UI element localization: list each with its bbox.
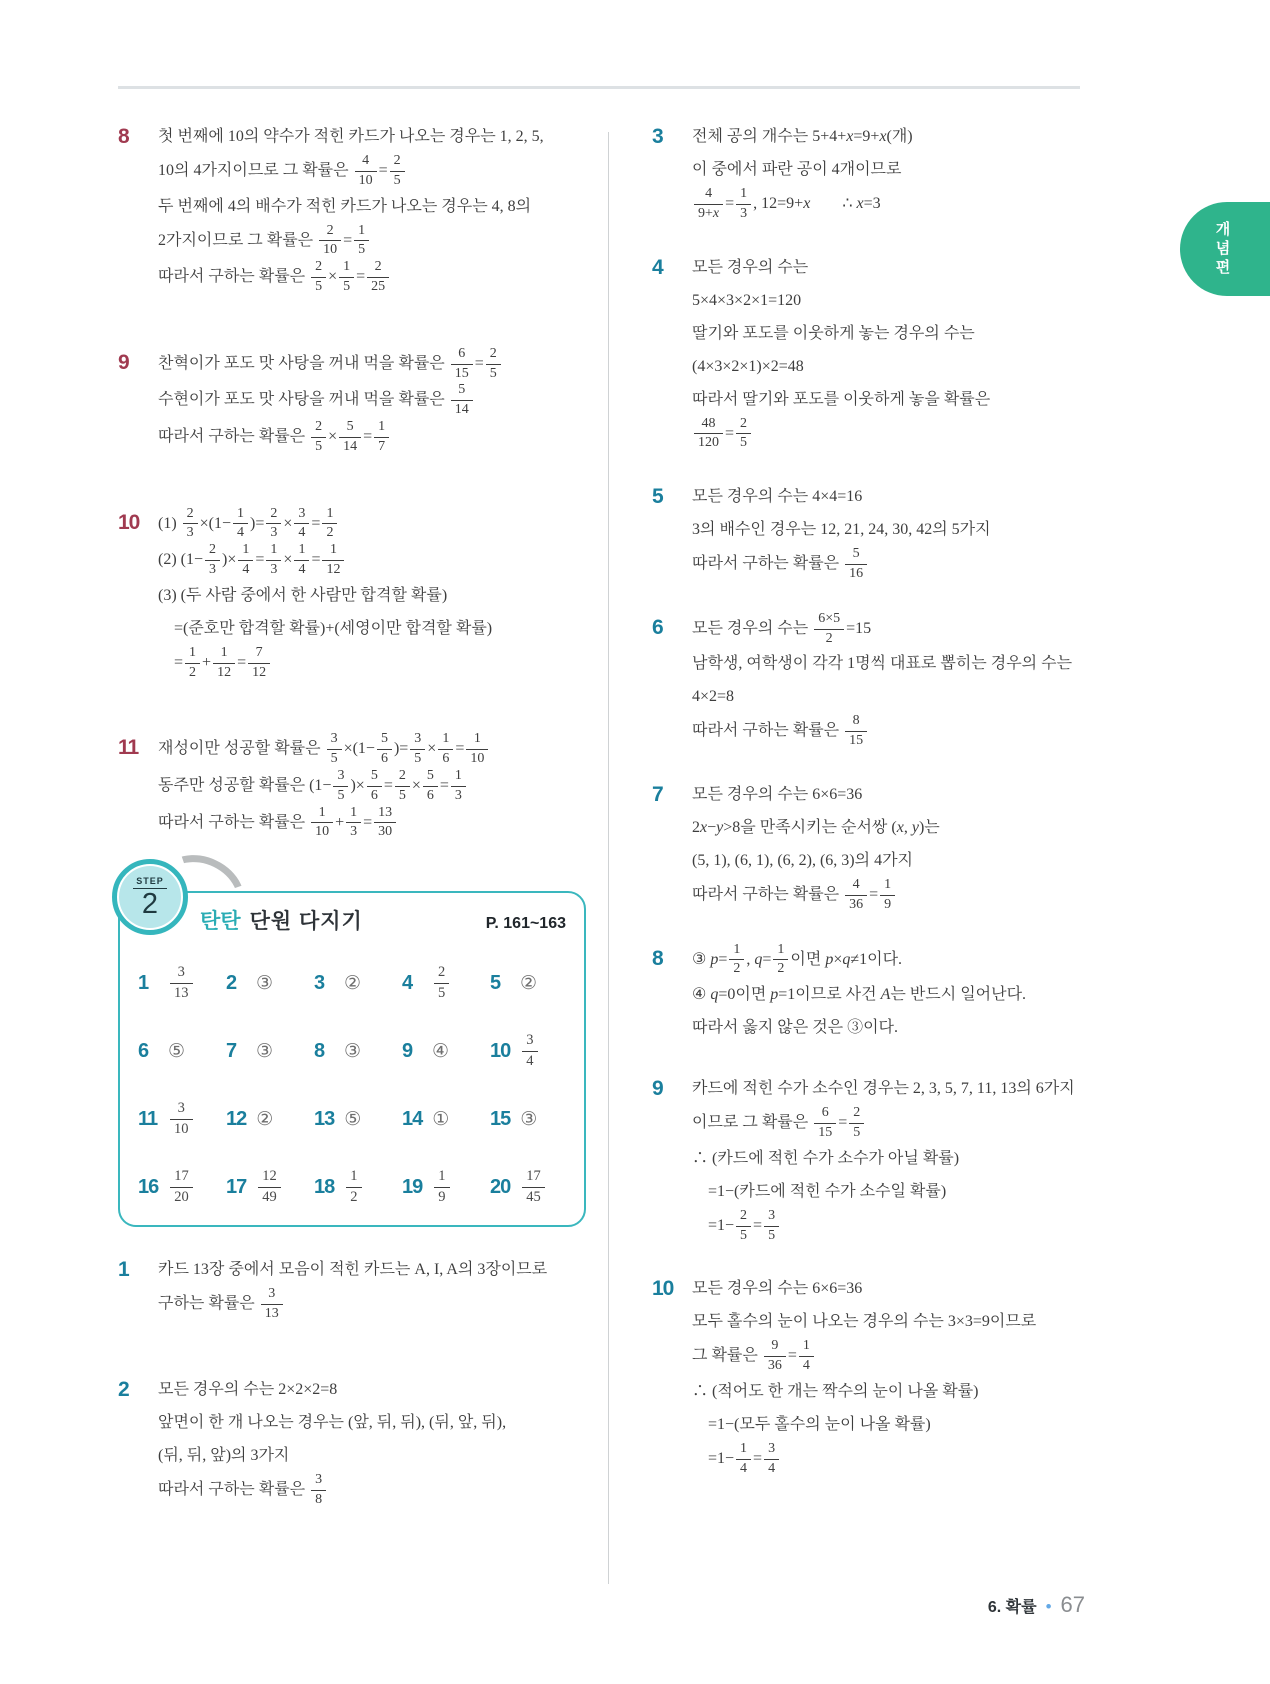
side-tab-concept-edition: 개념편 — [1180, 202, 1270, 296]
fraction: $\frac{1}{4}$ — [238, 542, 253, 579]
solution-line: (3) (두 사람 중에서 한 사람만 합격할 확률) — [158, 586, 448, 604]
fraction: $\frac{5}{14}$ — [339, 419, 361, 456]
answer-value: ④ — [432, 1040, 450, 1062]
fraction: $\frac{1}{9}$ — [880, 877, 895, 914]
solution-line: 전체 공의 개수는 5+4+x=9+x(개) — [692, 128, 913, 145]
solution-line: 따라서 구하는 확률은 $\frac{3}{8}$ — [158, 1472, 586, 1509]
problem-8 — [652, 942, 1124, 1045]
answer-cell-2 — [226, 949, 314, 1017]
problem-solution — [692, 251, 1124, 453]
problem-9 — [652, 1072, 1124, 1244]
fraction: $\frac{2}{5}$ — [486, 346, 501, 383]
solution-line: (뒤, 뒤, 앞)의 3가지 — [158, 1446, 290, 1464]
solution-line: 그 확률은 $\frac{9}{36}$ = $\frac{1}{4}$ — [692, 1338, 1124, 1375]
problem-8 — [118, 120, 586, 296]
answer-value: ② — [256, 1108, 274, 1130]
fraction: $\frac{1}{10}$ — [466, 731, 488, 768]
solution-line: 두 번째에 4의 배수가 적힌 카드가 나오는 경우는 4, 8의 — [158, 197, 532, 215]
answer-value: ③ — [256, 972, 274, 994]
answer-number: 11 — [138, 1107, 158, 1130]
answer-number: 8 — [314, 1039, 325, 1062]
answer-cell-18 — [314, 1153, 402, 1221]
solution-line: 2가지이므로 그 확률은 $\frac{2}{10}$ = $\frac{1}{5}$ — [158, 223, 586, 260]
solution-line: $\frac{4}{9+x}$ = $\frac{1}{3}$ , 12=9+x ∴ x=3 — [692, 186, 1124, 223]
solution-line: 모든 경우의 수는 2×2×2=8 — [158, 1380, 338, 1398]
step-number: 2 — [141, 887, 159, 920]
problems-bottom-section — [118, 1253, 586, 1508]
answer-cell-13 — [314, 1085, 402, 1153]
fraction: $\frac{1}{5}$ — [354, 223, 369, 260]
fraction: $\frac{5}{16}$ — [845, 546, 867, 583]
answer-cell-20 — [490, 1153, 578, 1221]
solution-line: 따라서 구하는 확률은 $\frac{4}{36}$ = $\frac{1}{9}$ — [692, 877, 1124, 914]
answer-cell-12 — [226, 1085, 314, 1153]
problem-6 — [652, 611, 1124, 750]
answer-number: 6 — [138, 1039, 149, 1062]
solution-line: (4×3×2×1)×2=48 — [692, 357, 804, 375]
problem-solution — [158, 1253, 586, 1323]
problem-solution — [692, 611, 1124, 750]
answer-cell-5 — [490, 949, 578, 1017]
answer-cell-8 — [314, 1017, 402, 1085]
fraction: $\frac{1}{3}$ — [266, 542, 281, 579]
problem-number: 8 — [652, 946, 663, 970]
fraction: $\frac{1}{5}$ — [339, 259, 354, 296]
fraction: $\frac{12}{49}$ — [258, 1168, 281, 1206]
fraction: $\frac{3}{4}$ — [294, 506, 309, 543]
solution-line: 모든 경우의 수는 $\frac{6\times 5}{2}$ =15 — [692, 610, 872, 646]
problems-top-section — [118, 120, 586, 841]
solution-line: =(준호만 합격할 확률)+(세영이만 합격할 확률) — [174, 619, 493, 637]
answer-value — [168, 1168, 195, 1206]
answer-number: 4 — [402, 971, 413, 994]
problem-9 — [118, 346, 586, 456]
solution-line: ∴ (적어도 한 개는 짝수의 눈이 나올 확률) — [692, 1382, 979, 1400]
fraction: $\frac{1}{2}$ — [729, 942, 744, 979]
fraction: $\frac{1}{4}$ — [233, 506, 248, 543]
solution-line: 모든 경우의 수는 4×4=16 — [692, 488, 863, 506]
answer-number: 1 — [138, 971, 149, 994]
problem-11 — [118, 731, 586, 841]
problem-number: 9 — [118, 350, 129, 374]
fraction: $\frac{3}{5}$ — [764, 1208, 779, 1245]
answer-number: 14 — [402, 1107, 423, 1130]
solution-line: ∴ (카드에 적힌 수가 소수가 아닐 확률) — [692, 1149, 960, 1167]
solution-line: (5, 1), (6, 1), (6, 2), (6, 3)의 4가지 — [692, 851, 913, 869]
answer-cell-3 — [314, 949, 402, 1017]
answer-value: ① — [432, 1108, 450, 1130]
fraction: $\frac{1}{10}$ — [311, 805, 333, 842]
fraction: $\frac{5}{6}$ — [367, 768, 382, 805]
problem-number: 7 — [652, 782, 663, 806]
problem-2 — [118, 1373, 586, 1509]
solution-line: (2) (1− $\frac{2}{3}$ )× $\frac{1}{4}$ = $\frac{1}{3}$ × $\frac{1}{4}$ = $\frac{1}{12}$ — [158, 542, 586, 579]
problem-10 — [652, 1272, 1124, 1477]
answer-number: 20 — [490, 1175, 511, 1198]
fraction: $\frac{1}{9}$ — [434, 1168, 449, 1206]
answer-number: 7 — [226, 1039, 237, 1062]
answer-value: ③ — [520, 1108, 538, 1130]
solution-line: 수현이가 포도 맛 사탕을 꺼내 먹을 확률은 $\frac{5}{14}$ — [158, 382, 586, 419]
column-divider — [608, 132, 609, 1584]
answer-cell-17 — [226, 1153, 314, 1221]
answer-value — [520, 1032, 539, 1070]
fraction: $\frac{2}{5}$ — [434, 964, 449, 1002]
step-label: STEP — [133, 876, 167, 889]
problem-solution — [158, 731, 586, 841]
solution-line: 모든 경우의 수는 6×6=36 — [692, 785, 863, 803]
problem-number: 5 — [652, 485, 663, 509]
fraction: $\frac{1}{3}$ — [451, 768, 466, 805]
answer-value — [168, 1100, 195, 1138]
fraction: $\frac{2}{5}$ — [736, 1208, 751, 1245]
fraction: $\frac{8}{15}$ — [845, 713, 867, 750]
problem-solution — [692, 778, 1124, 914]
fraction: $\frac{17}{20}$ — [170, 1168, 193, 1206]
step-title-accent: 탄탄 — [200, 910, 241, 934]
fraction: $\frac{2}{10}$ — [319, 223, 341, 260]
answer-number: 18 — [314, 1175, 335, 1198]
solution-line: 찬혁이가 포도 맛 사탕을 꺼내 먹을 확률은 $\frac{6}{15}$ = $\frac{2}{5}$ — [158, 346, 586, 383]
page-footer — [885, 1592, 1085, 1618]
fraction: $\frac{3}{13}$ — [261, 1286, 283, 1323]
fraction: $\frac{5}{6}$ — [423, 768, 438, 805]
problem-solution — [692, 1272, 1124, 1477]
problem-number: 11 — [118, 736, 139, 760]
answer-number: 3 — [314, 971, 325, 994]
fraction: $\frac{6\times 5}{2}$ — [814, 611, 844, 648]
fraction: $\frac{5}{6}$ — [377, 731, 392, 768]
fraction: $\frac{2}{5}$ — [736, 416, 751, 453]
answer-value: ⑤ — [168, 1040, 186, 1062]
answers-grid — [120, 935, 584, 1227]
solution-line: (1) $\frac{2}{3}$ ×(1− $\frac{1}{4}$ )= $\frac{2}{3}$ × $\frac{3}{4}$ = $\frac{1}{2}$ — [158, 506, 586, 543]
answer-value: ③ — [256, 1040, 274, 1062]
fraction: $\frac{3}{5}$ — [410, 731, 425, 768]
problem-solution — [158, 346, 586, 456]
answer-number: 12 — [226, 1107, 247, 1130]
problem-number: 1 — [118, 1258, 129, 1282]
solution-line: 모든 경우의 수는 6×6=36 — [692, 1280, 863, 1298]
fraction: $\frac{1}{2}$ — [773, 942, 788, 979]
fraction: $\frac{1}{2}$ — [346, 1168, 361, 1206]
answer-value: ③ — [344, 1040, 362, 1062]
solution-line: = $\frac{1}{2}$ + $\frac{1}{12}$ = $\frac{7}{12}$ — [158, 645, 586, 682]
fraction: $\frac{1}{6}$ — [438, 731, 453, 768]
solution-line: ④ q=0이면 p=1이므로 사건 A는 반드시 일어난다. — [692, 986, 1027, 1004]
solution-line: 10의 4가지이므로 그 확률은 $\frac{4}{10}$ = $\frac{2}{5}$ — [158, 153, 586, 190]
solution-line: 첫 번째에 10의 약수가 적힌 카드가 나오는 경우는 1, 2, 5, — [158, 128, 544, 145]
fraction: $\frac{3}{8}$ — [311, 1472, 326, 1509]
fraction: $\frac{6}{15}$ — [451, 346, 473, 383]
solution-line: 이 중에서 파란 공이 4개이므로 — [692, 161, 902, 178]
step-page-ref: P. 161~163 — [485, 915, 566, 933]
fraction: $\frac{1}{3}$ — [736, 186, 751, 223]
fraction: $\frac{4}{9+x}$ — [694, 186, 723, 223]
fraction: $\frac{2}{3}$ — [266, 506, 281, 543]
step2-badge — [112, 859, 188, 935]
fraction: $\frac{2}{3}$ — [205, 542, 220, 579]
solution-line: =1−(카드에 적힌 수가 소수일 확률) — [708, 1182, 947, 1200]
answer-cell-1 — [138, 949, 226, 1017]
answer-number: 16 — [138, 1175, 159, 1198]
problem-solution — [158, 120, 586, 296]
fraction: $\frac{2}{5}$ — [390, 153, 405, 190]
answer-cell-16 — [138, 1153, 226, 1221]
fraction: $\frac{5}{14}$ — [451, 382, 473, 419]
problem-solution — [692, 480, 1124, 583]
answer-cell-15 — [490, 1085, 578, 1153]
fraction: $\frac{1}{4}$ — [294, 542, 309, 579]
fraction: $\frac{3}{10}$ — [170, 1100, 193, 1138]
fraction: $\frac{1}{2}$ — [185, 645, 200, 682]
solution-line: 모두 홀수의 눈이 나오는 경우의 수는 3×3=9이므로 — [692, 1313, 1037, 1331]
answer-number: 2 — [226, 971, 237, 994]
badge-inner — [119, 866, 181, 928]
answer-value — [520, 1168, 547, 1206]
step-title: 단원 다지기 — [249, 910, 363, 934]
fraction: $\frac{48}{120}$ — [694, 416, 723, 453]
fraction: $\frac{4}{36}$ — [845, 877, 867, 914]
fraction: $\frac{17}{45}$ — [522, 1168, 545, 1206]
fraction: $\frac{1}{3}$ — [346, 805, 361, 842]
solution-line: =1− $\frac{1}{4}$ = $\frac{3}{4}$ — [692, 1441, 1124, 1478]
problem-number: 2 — [118, 1377, 129, 1401]
problem-4 — [652, 251, 1124, 453]
solution-line: 5×4×3×2×1=120 — [692, 291, 802, 309]
solution-line: 따라서 구하는 확률은 $\frac{2}{5}$ × $\frac{1}{5}$ = $\frac{2}{25}$ — [158, 259, 586, 296]
fraction: $\frac{1}{2}$ — [322, 506, 337, 543]
solution-line: 3의 배수인 경우는 12, 21, 24, 30, 42의 5가지 — [692, 521, 991, 539]
answer-value — [432, 964, 451, 1002]
answer-cell-6 — [138, 1017, 226, 1085]
fraction: $\frac{7}{12}$ — [248, 645, 270, 682]
fraction: $\frac{3}{5}$ — [333, 768, 348, 805]
solution-line: 카드 13장 중에서 모음이 적힌 카드는 A, I, A의 3장이므로 — [158, 1261, 548, 1279]
problem-number: 4 — [652, 255, 663, 279]
answer-number: 13 — [314, 1107, 335, 1130]
problems-right-section — [652, 120, 1124, 1478]
answer-number: 15 — [490, 1107, 511, 1130]
solution-line: 따라서 구하는 확률은 $\frac{8}{15}$ — [692, 713, 1124, 750]
fraction: $\frac{2}{25}$ — [367, 259, 389, 296]
answer-value — [344, 1168, 363, 1206]
answer-number: 19 — [402, 1175, 423, 1198]
fraction: $\frac{1}{4}$ — [799, 1338, 814, 1375]
solution-line: 구하는 확률은 $\frac{3}{13}$ — [158, 1286, 586, 1323]
answer-cell-14 — [402, 1085, 490, 1153]
solution-line: $\frac{48}{120}$ = $\frac{2}{5}$ — [692, 416, 1124, 453]
problem-number: 10 — [118, 510, 140, 534]
solution-line: =1−(모두 홀수의 눈이 나올 확률) — [708, 1415, 931, 1433]
fraction: $\frac{6}{15}$ — [814, 1105, 836, 1142]
problem-solution — [692, 120, 1124, 223]
answer-cell-4 — [402, 949, 490, 1017]
footer-dot-icon: • — [1045, 1597, 1052, 1616]
answer-number: 17 — [226, 1175, 247, 1198]
fraction: $\frac{3}{4}$ — [522, 1032, 537, 1070]
step2-answer-box — [118, 875, 586, 1227]
solution-line: 따라서 구하는 확률은 $\frac{2}{5}$ × $\frac{5}{14}$ = $\frac{1}{7}$ — [158, 419, 586, 456]
fraction: $\frac{3}{4}$ — [764, 1441, 779, 1478]
left-column — [118, 120, 586, 1558]
problem-3 — [652, 120, 1124, 223]
fraction: $\frac{2}{5}$ — [311, 259, 326, 296]
footer-chapter-title: 6. 확률 — [987, 1599, 1037, 1616]
solution-line: 딸기와 포도를 이웃하게 놓는 경우의 수는 — [692, 324, 975, 342]
answer-cell-11 — [138, 1085, 226, 1153]
fraction: $\frac{2}{5}$ — [395, 768, 410, 805]
fraction: $\frac{2}{5}$ — [311, 419, 326, 456]
answer-cell-9 — [402, 1017, 490, 1085]
solution-line: 따라서 옳지 않은 것은 ③이다. — [692, 1019, 899, 1037]
solution-line: 따라서 딸기와 포도를 이웃하게 놓을 확률은 — [692, 390, 991, 408]
problem-number: 6 — [652, 615, 663, 639]
fraction: $\frac{1}{7}$ — [374, 419, 389, 456]
solution-line: =1− $\frac{2}{5}$ = $\frac{3}{5}$ — [692, 1208, 1124, 1245]
fraction: $\frac{2}{3}$ — [183, 506, 198, 543]
solution-line: 동주만 성공할 확률은 (1− $\frac{3}{5}$ )× $\frac{5}{6}$ = $\frac{2}{5}$ × $\frac{5}{6}$ = $\frac{1}{3}$ — [158, 768, 586, 805]
top-divider — [118, 86, 1080, 89]
fraction: $\frac{4}{10}$ — [355, 153, 377, 190]
solution-line: 따라서 구하는 확률은 $\frac{5}{16}$ — [692, 546, 1124, 583]
fraction: $\frac{1}{12}$ — [213, 645, 235, 682]
solution-line: 남학생, 여학생이 각각 1명씩 대표로 뽑히는 경우의 수는 — [692, 655, 1073, 673]
answer-value — [168, 964, 195, 1002]
answer-value: ② — [520, 972, 538, 994]
solution-line: 카드에 적힌 수가 소수인 경우는 2, 3, 5, 7, 11, 13의 6가지 — [692, 1080, 1075, 1098]
solution-line: ③ p= $\frac{1}{2}$ , q= $\frac{1}{2}$ 이면 p×q≠1이다. — [692, 941, 903, 977]
problem-number: 10 — [652, 1277, 674, 1301]
problem-solution — [158, 506, 586, 682]
problem-solution — [692, 942, 1124, 1045]
fraction: $\frac{1}{12}$ — [322, 542, 344, 579]
problem-number: 8 — [118, 125, 129, 148]
problem-10 — [118, 506, 586, 682]
solution-line: 따라서 구하는 확률은 $\frac{1}{10}$ + $\frac{1}{3}$ = $\frac{13}{30}$ — [158, 805, 586, 842]
fraction: $\frac{1}{4}$ — [736, 1441, 751, 1478]
answer-value — [256, 1168, 283, 1206]
solution-line: 모든 경우의 수는 — [692, 258, 809, 276]
solution-line: 2x−y>8을 만족시키는 순서쌍 (x, y)는 — [692, 818, 940, 836]
solution-line: 이므로 그 확률은 $\frac{6}{15}$ = $\frac{2}{5}$ — [692, 1105, 1124, 1142]
fraction: $\frac{3}{5}$ — [327, 731, 342, 768]
problem-number: 9 — [652, 1077, 663, 1101]
problem-1 — [118, 1253, 586, 1323]
fraction: $\frac{2}{5}$ — [849, 1105, 864, 1142]
answer-number: 9 — [402, 1039, 413, 1062]
answer-value: ② — [344, 972, 362, 994]
answer-value — [432, 1168, 451, 1206]
problem-solution — [158, 1373, 586, 1509]
problem-solution — [692, 1072, 1124, 1244]
problem-7 — [652, 778, 1124, 914]
answer-cell-10 — [490, 1017, 578, 1085]
problem-5 — [652, 480, 1124, 583]
solution-line: 재성이만 성공할 확률은 $\frac{3}{5}$ ×(1− $\frac{5}{6}$ )= $\frac{3}{5}$ × $\frac{1}{6}$ = $\frac{1}{10}$ — [158, 731, 586, 768]
solution-line: 4×2=8 — [692, 688, 735, 706]
fraction: $\frac{3}{13}$ — [170, 964, 193, 1002]
answer-cell-7 — [226, 1017, 314, 1085]
right-column — [652, 120, 1124, 1506]
answer-number: 10 — [490, 1039, 511, 1062]
solution-line: 앞면이 한 개 나오는 경우는 (앞, 뒤, 뒤), (뒤, 앞, 뒤), — [158, 1413, 507, 1431]
footer-page-number: 67 — [1060, 1592, 1085, 1617]
answer-number: 5 — [490, 971, 501, 994]
fraction: $\frac{13}{30}$ — [374, 805, 396, 842]
answer-cell-19 — [402, 1153, 490, 1221]
answer-value: ⑤ — [344, 1108, 362, 1130]
fraction: $\frac{9}{36}$ — [764, 1338, 786, 1375]
problem-number: 3 — [652, 125, 663, 148]
